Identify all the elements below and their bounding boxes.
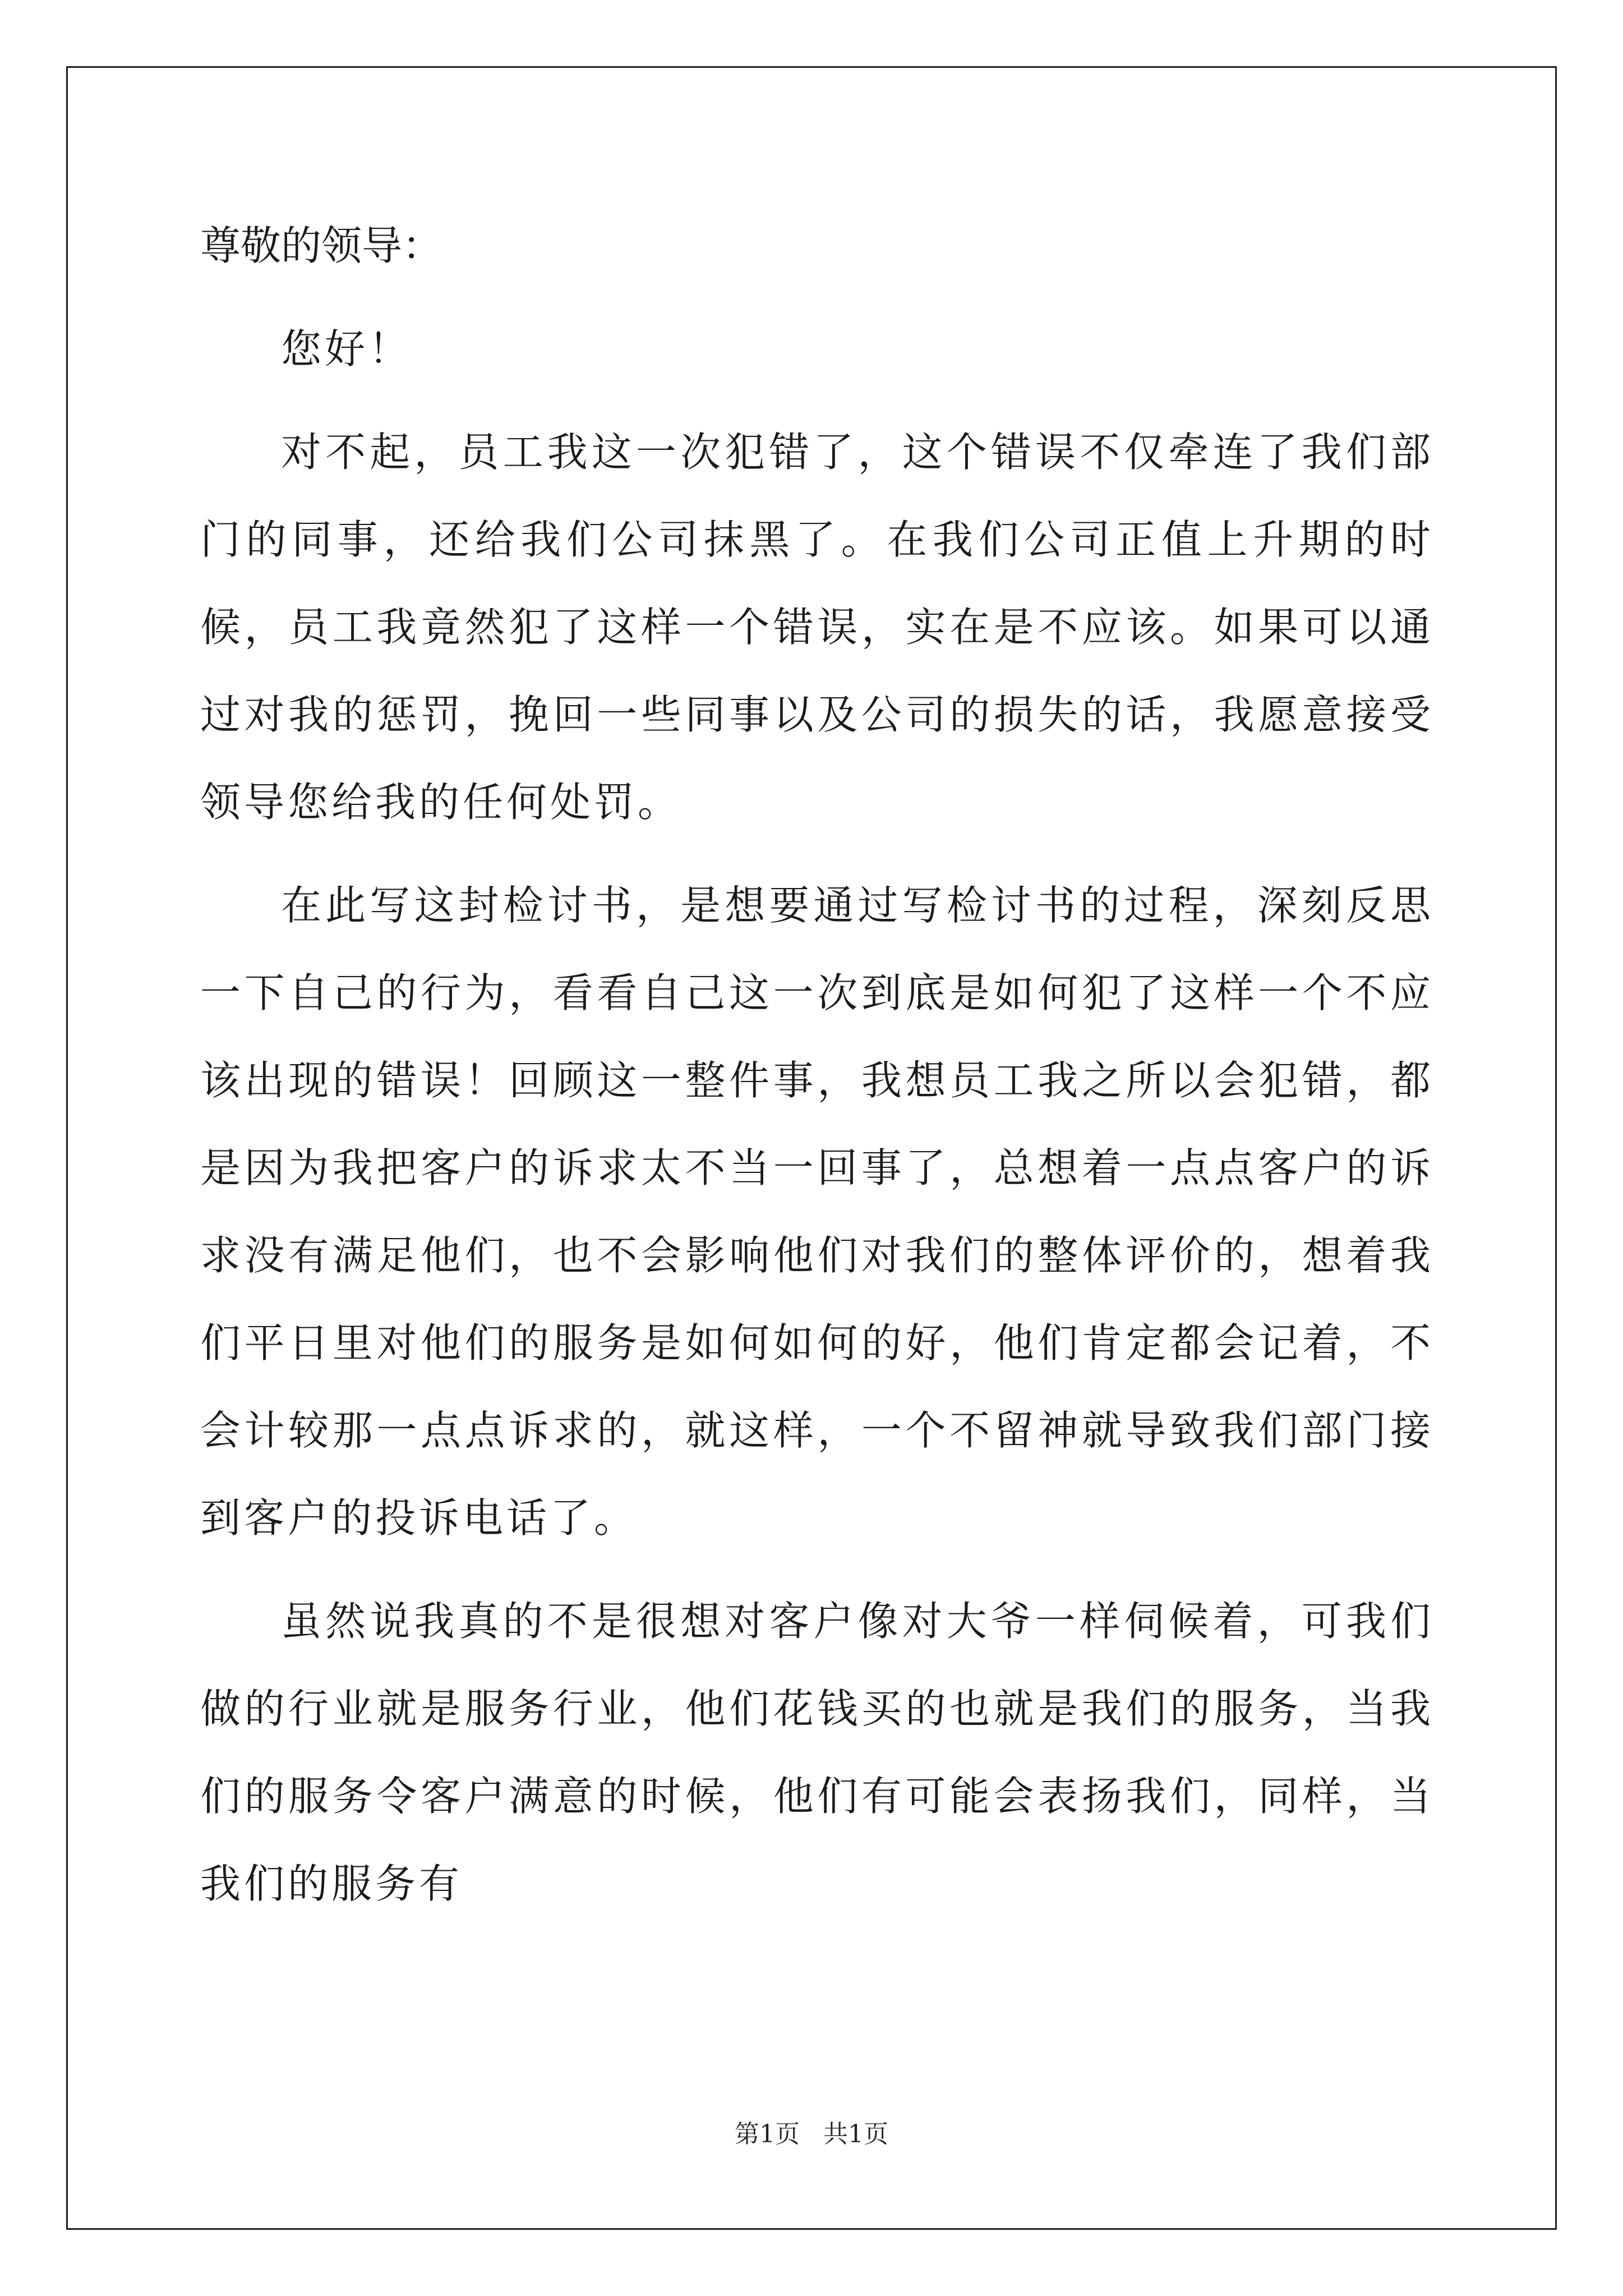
paragraph-2: 在此写这封检讨书，是想要通过写检讨书的过程，深刻反思一下自己的行为，看看自己这一次到底是如何犯了这样一个不应该出现的错误！回顾这一整件事，我想员工我之所以会犯错，都是因为我把客户的诉求太不当一回事了，总想着一点点客户的诉求没有满足他们，也不会影响他们对我们的整体评价的，想着我们平日里对他们的服务是如何如何的好，他们肯定都会记着，不会计较那一点点诉求的，就这样，一个不留神就导致我们部门接到客户的投诉电话了。 — [200, 882, 1434, 1542]
letter-body — [200, 202, 1434, 1943]
page-number-footer: 第1页 共1页 — [735, 2120, 888, 2148]
salutation: 尊敬的领导： — [200, 222, 443, 269]
greeting: 您好！ — [281, 325, 413, 372]
paragraph-3: 虽然说我真的不是很想对客户像对大爷一样伺候着，可我们做的行业就是服务行业，他们花钱买的也就是我们的服务，当我们的服务令客户满意的时候，他们有可能会表扬我们，同样，当我们的服务有 — [200, 1598, 1434, 1907]
paragraph-1: 对不起，员工我这一次犯错了，这个错误不仅牵连了我们部门的同事，还给我们公司抹黑了。在我们公司正值上升期的时候，员工我竟然犯了这样一个错误，实在是不应该。如果可以通过对我的惩罚，挽回一些同事以及公司的损失的话，我愿意接受领导您给我的任何处罚。 — [200, 429, 1434, 826]
